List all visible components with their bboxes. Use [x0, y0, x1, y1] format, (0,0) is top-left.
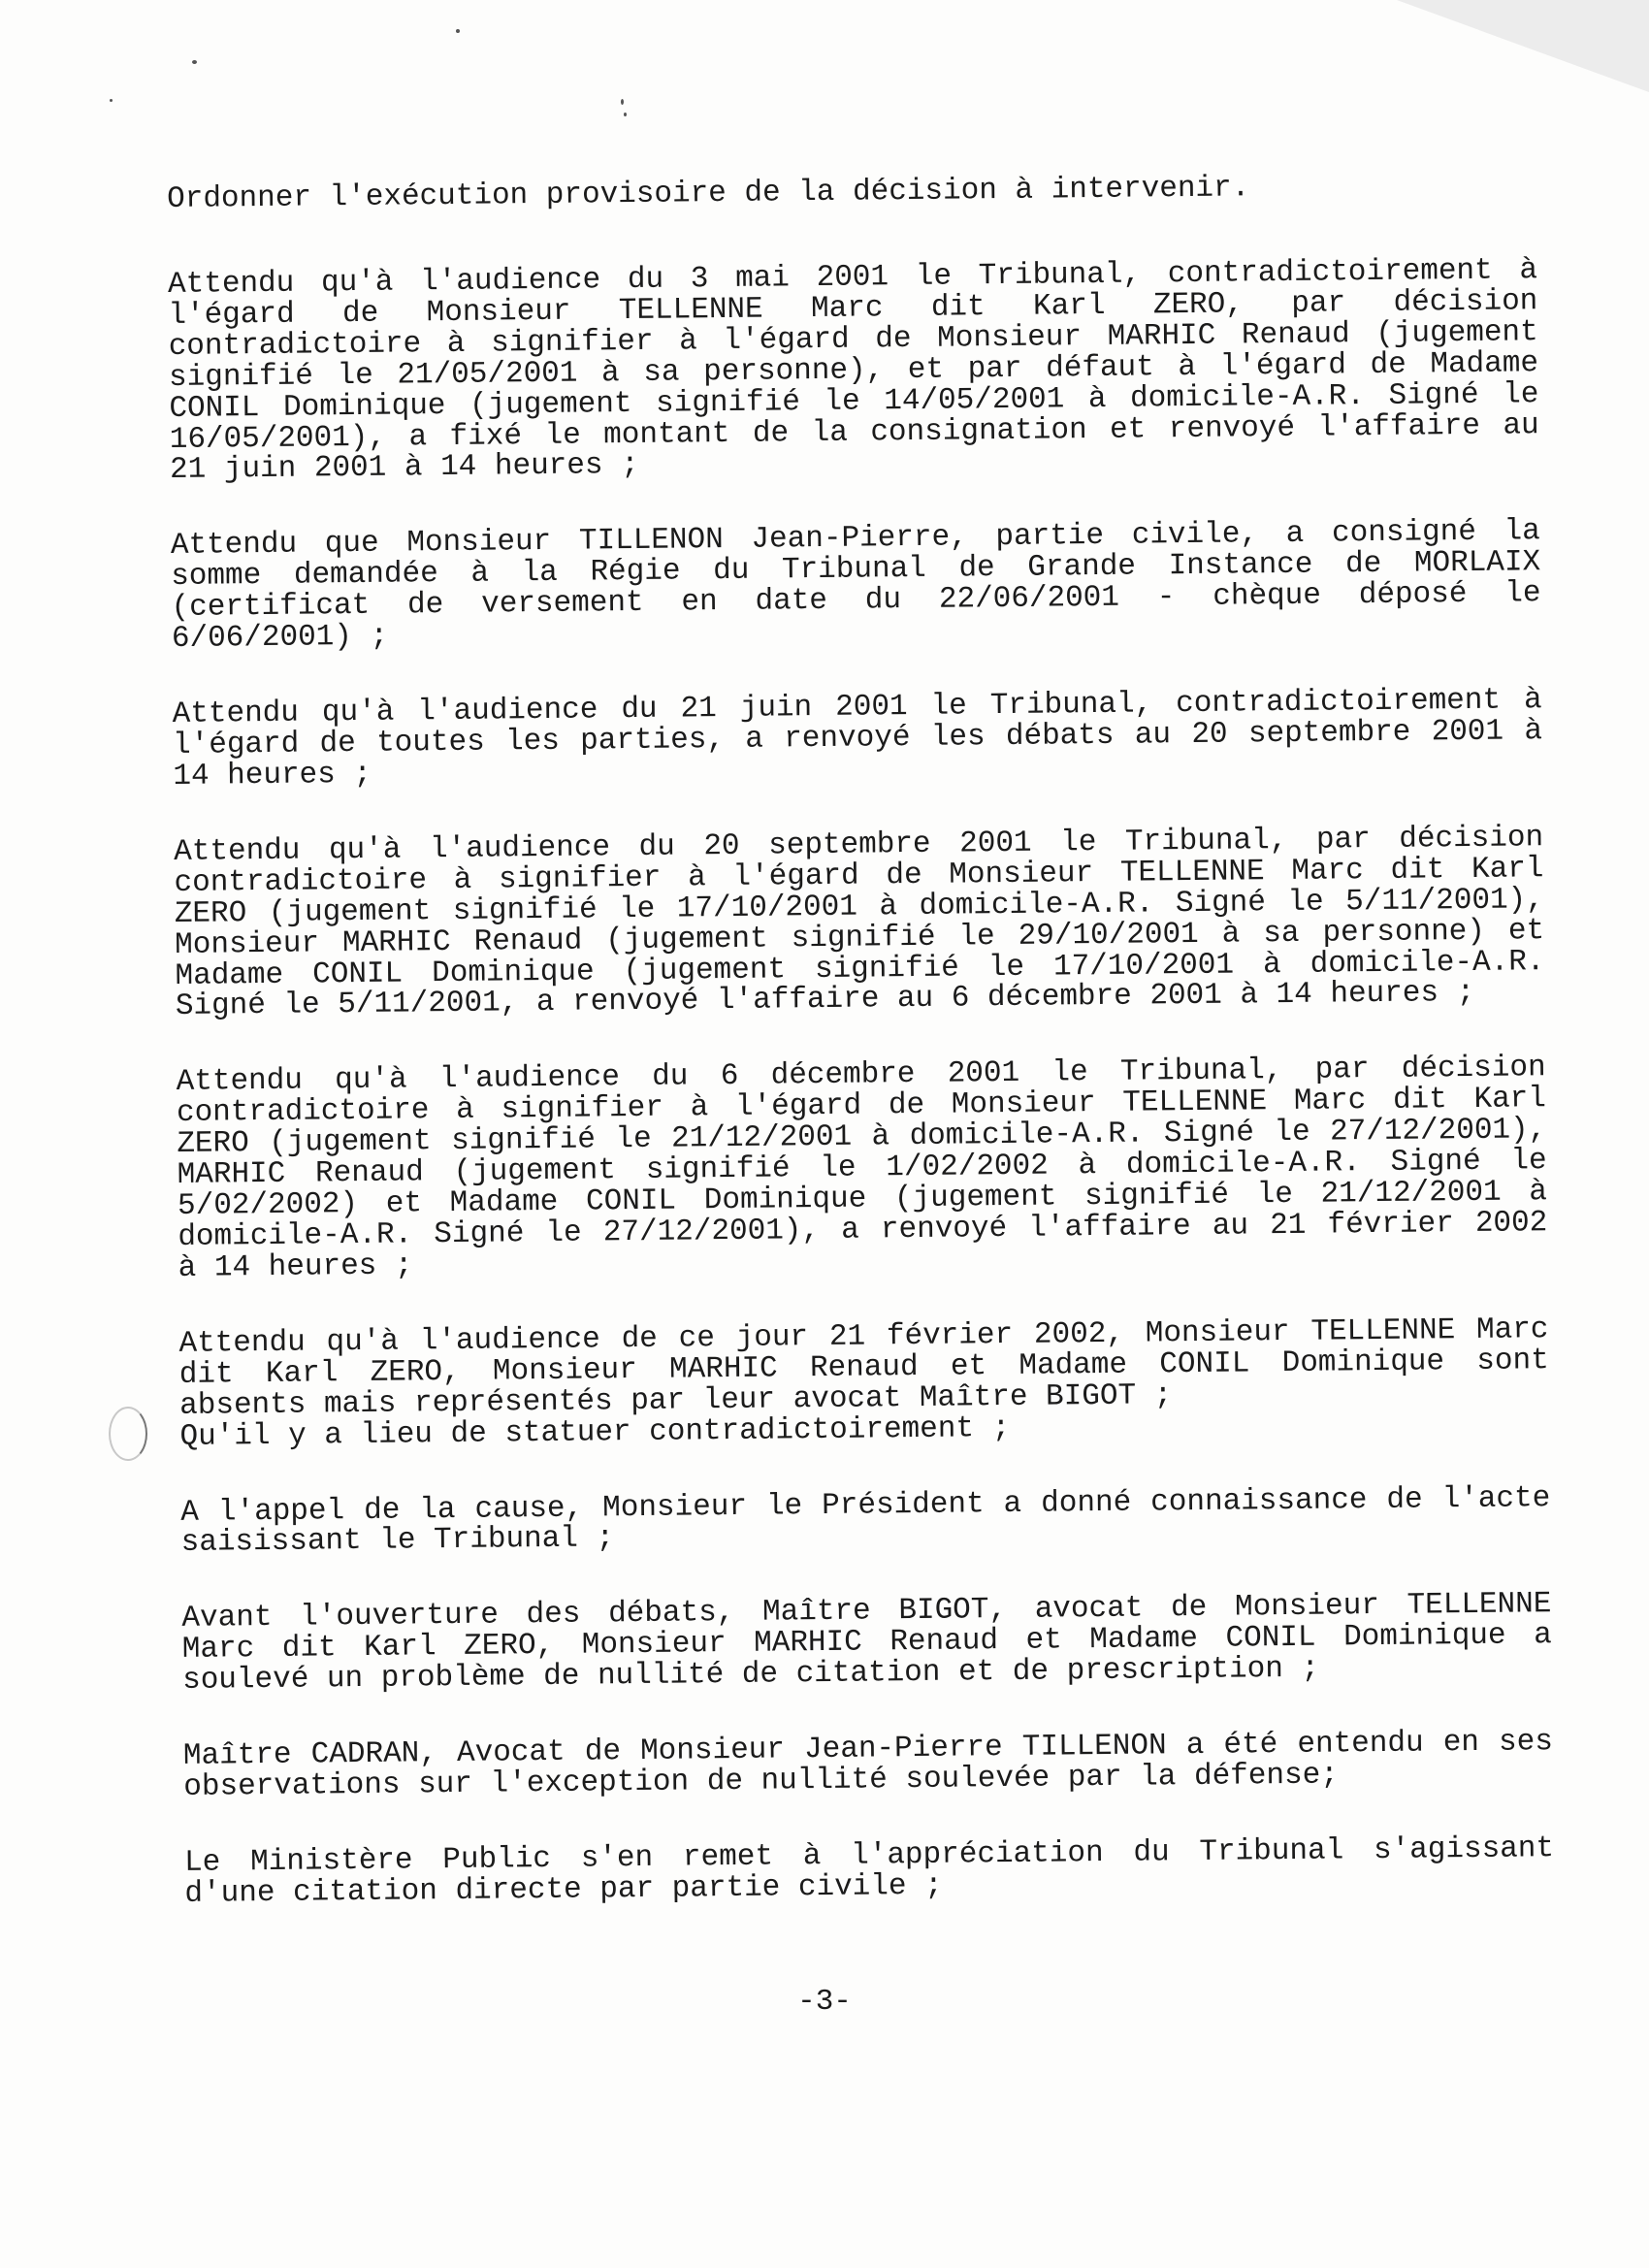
paragraph-audience-3-mai: Attendu qu'à l'audience du 3 mai 2001 le Tribunal, contradictoirement à l'égard de Monsieur TELLENNE Marc dit Karl ZERO, par décision contradictoire à signifier à l'égard de Monsieur MARHIC Renaud (jugement signifié le 21/05/2001 à sa personne), et par défaut à l'égard de Madame CONIL Dominique (jugement signifié le 14/05/2001 à domicile-A.R. Signé le 16/05/2001), a fixé le montant de la consignation et renvoyé l'affaire au 21 juin 2001 à 14 heures ; — [167, 253, 1539, 488]
paragraph-audience-6-decembre: Attendu qu'à l'audience du 6 décembre 2001 le Tribunal, par décision contradictoire à signifier à l'égard de Monsieur TELLENNE Marc dit Karl ZERO (jugement signifié le 21/12/2001 à domicile-A.R. Signé le 27/12/2001), MARHIC Renaud (jugement signifié le 1/02/2002 à domicile-A.R. Signé le 5/02/2002) et Madame CONIL Dominique (jugement signifié le 21/12/2001 à domicile-A.R. Signé le 27/12/2001), a renvoyé l'affaire au 21 février 2002 à 14 heures ; — [176, 1051, 1548, 1285]
scan-speck — [192, 60, 197, 64]
scan-speck — [621, 99, 624, 105]
paragraph-maitre-cadran: Maître CADRAN, Avocat de Monsieur Jean-Pierre TILLENON a été entendu en ses observations sur l'exception de nullité soulevée par la défense; — [182, 1725, 1554, 1804]
paragraph-statuer: Qu'il y a lieu de statuer contradictoirement ; — [179, 1410, 1011, 1454]
scan-speck — [456, 29, 460, 33]
page-number: -3- — [797, 1985, 852, 2019]
document-body — [167, 170, 1555, 1954]
punch-hole-mark — [109, 1407, 147, 1461]
paragraph-appel-cause: A l'appel de la cause, Monsieur le Président a donné connaissance de l'acte saisissant le Tribunal ; — [180, 1480, 1551, 1561]
paragraph-ouverture-debats: Avant l'ouverture des débats, Maître BIGOT, avocat de Monsieur TELLENNE Marc dit Karl ZERO, Monsieur MARHIC Renaud et Madame CONIL Dominique a soulevé un problème de nullité de citation et de prescription ; — [181, 1587, 1552, 1699]
paragraph-execution-provisoire: Ordonner l'exécution provisoire de la décision à intervenir. — [166, 171, 1250, 216]
scan-speck — [624, 113, 627, 116]
folded-corner — [1397, 0, 1649, 92]
paragraph-consignation: Attendu que Monsieur TILLENON Jean-Pierre, partie civile, a consigné la somme demandée à la Régie du Tribunal de Grande Instance de MORLAIX (certificat de versement en date du 22/06/2001 - chèque déposé le 6/06/2001) ; — [170, 514, 1541, 657]
paragraph-ministere-public: Le Ministère Public s'en remet à l'appréciation du Tribunal s'agissant d'une citation directe par partie civile ; — [183, 1831, 1555, 1911]
paragraph-audience-20-septembre: Attendu qu'à l'audience du 20 septembre 2001 le Tribunal, par décision contradictoire à signifier à l'égard de Monsieur TELLENNE Marc dit Karl ZERO (jugement signifié le 17/10/2001 à domicile-A.R. Signé le 5/11/2001), Monsieur MARHIC Renaud (jugement signifié le 29/10/2001 à sa personne) et Madame CONIL Dominique (jugement signifié le 17/10/2001 à domicile-A.R. Signé le 5/11/2001, a renvoyé l'affaire au 6 décembre 2001 à 14 heures ; — [174, 821, 1545, 1024]
scan-speck — [110, 99, 113, 102]
paragraph-audience-21-juin: Attendu qu'à l'audience du 21 juin 2001 le Tribunal, contradictoirement à l'égard de toutes les parties, a renvoyé les débats au 20 septembre 2001 à 14 heures ; — [172, 683, 1543, 794]
paragraph-audience-21-fevrier: Attendu qu'à l'audience de ce jour 21 février 2002, Monsieur TELLENNE Marc dit Karl ZERO, Monsieur MARHIC Renaud et Madame CONIL Dominique sont absents mais représentés par leur avocat Maître BIGOT ; — [178, 1312, 1549, 1423]
